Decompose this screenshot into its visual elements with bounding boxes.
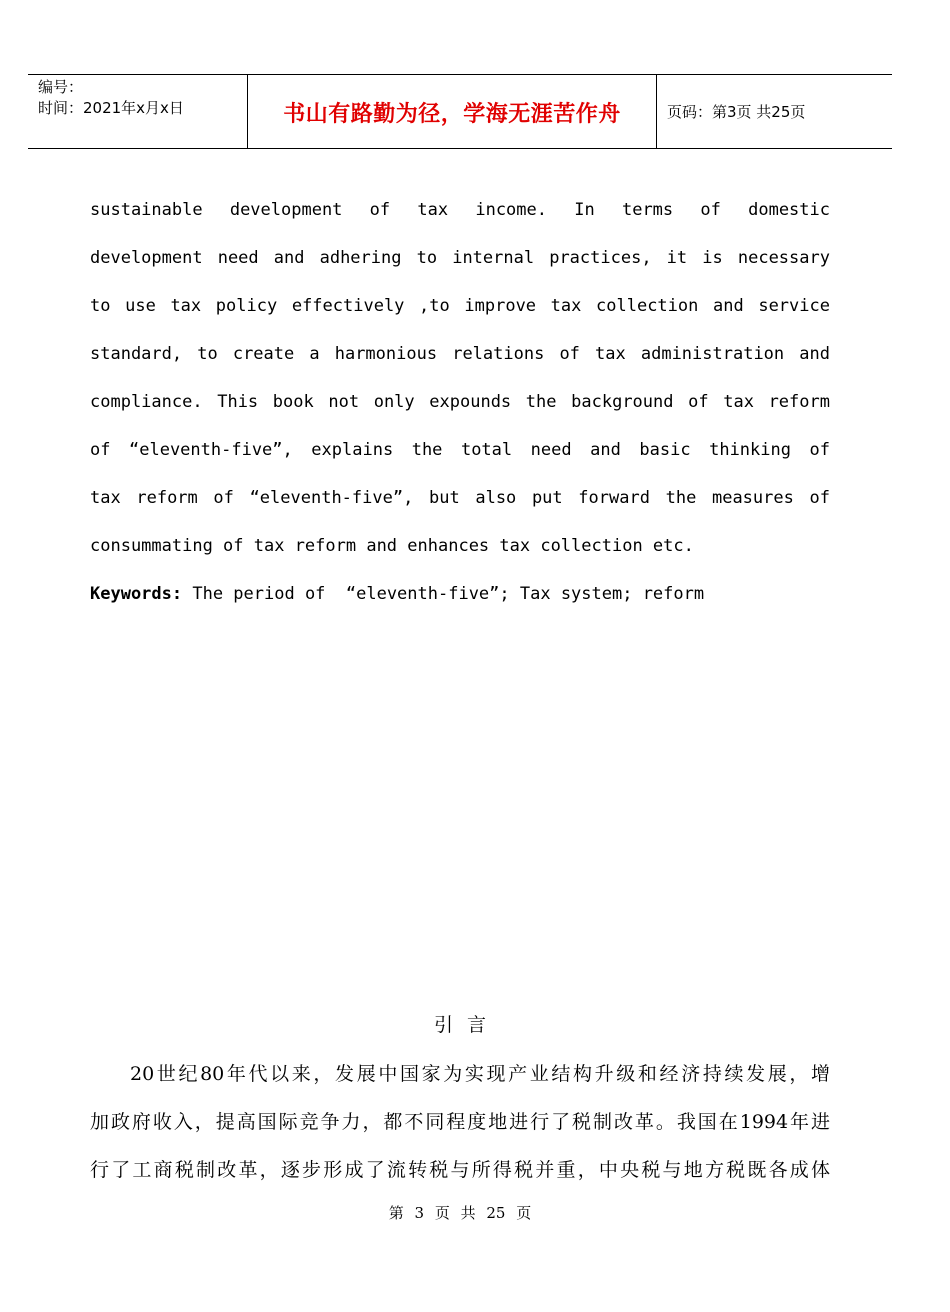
abstract-line: tax reform of “eleventh-five”, but also put forward the measures of — [90, 488, 830, 508]
intro-body — [90, 1050, 830, 1194]
header-motto: 书山有路勤为径，学海无涯苦作舟 — [283, 102, 621, 127]
page-footer: 第 3 页 共 25 页 — [388, 1204, 532, 1222]
abstract-line: to use tax policy effectively ,to improve tax collection and service — [90, 296, 830, 316]
header-motto-cell — [248, 75, 657, 148]
abstract-line: standard, to create a harmonious relations of tax administration and — [90, 344, 830, 364]
intro-line: 20世纪80年代以来，发展中国家为实现产业结构升级和经济持续发展，增 — [130, 1063, 830, 1085]
keywords-line — [90, 570, 830, 618]
keywords-text: The period of “eleventh-five”; Tax system; reform — [182, 584, 705, 604]
abstract-line: development need and adhering to internal practices, it is necessary — [90, 248, 830, 268]
header-page-cell — [657, 75, 892, 148]
abstract-line: consummating of tax reform and enhances tax collection etc. — [90, 536, 694, 556]
header-meta-cell — [28, 75, 248, 148]
abstract-line: sustainable development of tax income. In terms of domestic — [90, 200, 830, 220]
header-page-info: 页码：第3页 共25页 — [667, 103, 806, 121]
keywords-label: Keywords: — [90, 584, 183, 604]
abstract-line: of “eleventh-five”, explains the total need and basic thinking of — [90, 440, 830, 460]
intro-heading: 引言 — [433, 1014, 500, 1036]
document-header — [28, 74, 892, 149]
time-label: 时间：2021年x月x日 — [38, 99, 184, 117]
abstract-section — [90, 186, 830, 618]
intro-line: 加政府收入，提高国际竞争力，都不同程度地进行了税制改革。我国在1994年进 — [90, 1111, 830, 1133]
abstract-line: compliance. This book not only expounds the background of tax reform — [90, 392, 830, 412]
intro-line: 行了工商税制改革，逐步形成了流转税与所得税并重，中央税与地方税既各成体 — [90, 1159, 830, 1181]
serial-number-label: 编号： — [38, 78, 84, 96]
